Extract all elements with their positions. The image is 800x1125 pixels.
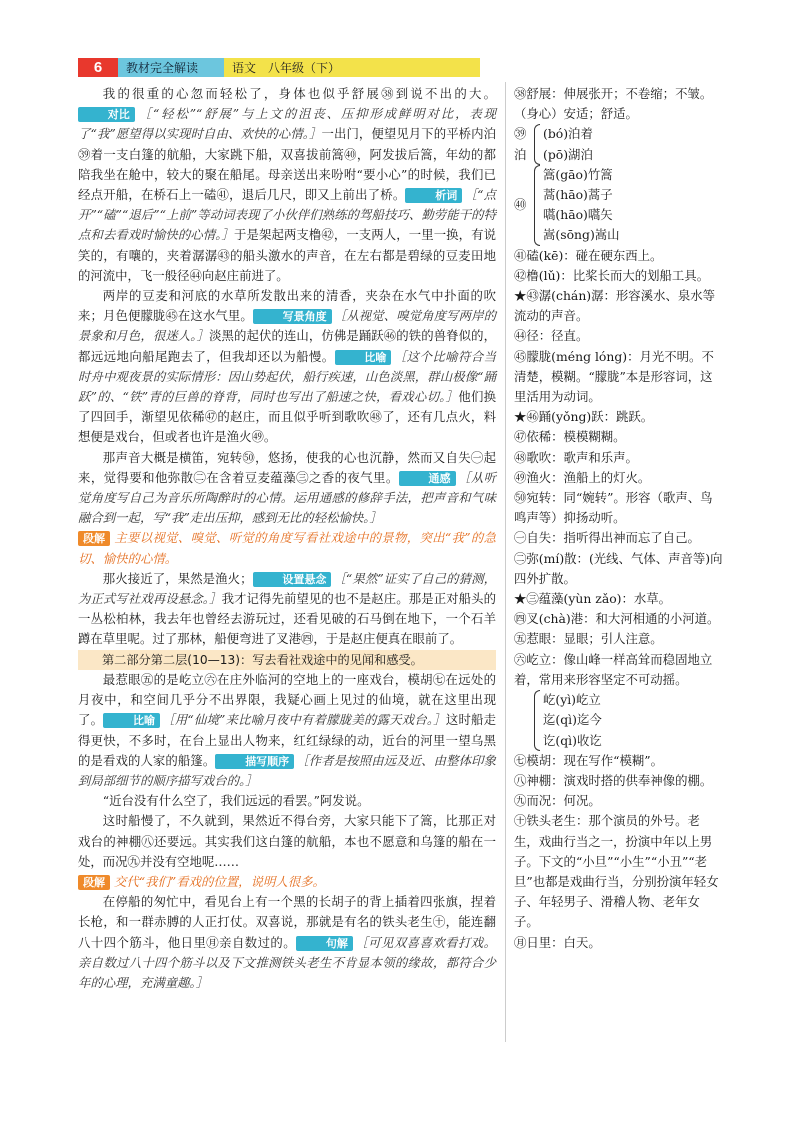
annotation-text: ［从视觉、嗅觉角度写两岸的景象和月色，很迷人。］ [78,308,497,344]
brace-line: 蒿(hāo)蒿子 [543,187,613,203]
annotation-body: 作者是按照由远及近、由整体印象到局部细节的顺序描写戏台的。 [78,752,497,788]
gloss-entry: ㊊日里：白天。 [514,934,601,950]
gloss-brace-group [514,690,724,751]
paragraph-text: 这时船走得更快，不多时，在台上显出人物来，红红绿绿的动，近台的河里一望乌黑的是看戏的人家的船篷。 [78,712,497,768]
gloss-brace-head [514,690,534,751]
annotation-body: 这个比喻符合当时舟中观夜景的实际情形：因山势起伏，船行疾速，山色淡黑，群山极像“踊跃”的、“铁”青的巨兽的脊背，同时也写出了船速之快，看戏心切。 [78,348,497,405]
gloss-entry: ㊈而况：何况。 [514,793,601,809]
paragraph [78,84,496,286]
paragraph-text: 最惹眼㊄的是屹立㊅在庄外临河的空地上的一座戏台，模胡㊆在远处的月夜中，和空间几乎分不出界限，我疑心画上见过的仙境，就在这里出现了。 [78,671,496,728]
gloss-entry: ㊼依稀：模模糊糊。 [514,429,626,445]
column-divider [505,82,506,1042]
gloss-entry: ㊆模胡：现在写作“模糊”。 [514,752,663,768]
paragraph-text: 那声音大概是横笛，宛转㊿，悠扬，使我的心也沉静，然而又自失㊀起来，觉得要和他弥散㊁在含着豆麦蕴藻㊂之香的夜气里。 [78,449,496,485]
brace-line: (bó)泊着 [543,126,593,142]
gloss-entry: ★㊂蕴藻(yùn zǎo)：水草。 [514,591,672,607]
gloss-entry: ㊿宛转：同“婉转”。形容（歌声、鸟鸣声等）抑扬动听。 [514,490,713,526]
brace-line: 迄(qì)迄今 [543,712,602,728]
annotation-body: “点开”“磕”“退后”“上前”等动词表现了小伙伴们熟练的驾船技巧、勤劳能干的特点和去看戏时愉快的心情。 [78,187,497,243]
gloss-entry: ㊶磕(kē)：碰在硬东西上。 [514,247,663,263]
paragraph [78,791,496,811]
summary-tag: 段解 [78,875,110,890]
paragraph [78,670,496,791]
summary-tag: 段解 [78,531,110,546]
annotation-body: “果然”证实了自己的猜测，为正式写社戏再设悬念。 [78,570,497,607]
paragraph-text: 一出门，便望见月下的平桥内泊㊴着一支白篷的航船，大家跳下船，双喜拔前篙㊵，阿发拔后篙，年幼的都陪我坐在舱中，较大的聚在船尾。母亲送出来吩咐“要小心”的时候，我们已经点开船，在桥石上一磕㊶，退后几尺，即又上前出了桥。 [78,126,497,203]
annotation-tag: 析词 [405,188,462,203]
brace-line: 嚆(hāo)嚆矢 [543,207,613,223]
brace-lines [543,690,602,751]
annotation-text: ［“点开”“磕”“退后”“上前”等动词表现了小伙伴们熟练的驾船技巧、勤劳能干的特点和去看戏时愉快的心情。］ [78,187,497,243]
brace-line: 屹(yì)屹立 [543,692,601,708]
gloss-brace-group [514,124,724,164]
gloss-entry: ㊁弥(mí)散：(光线、气体、声音等)向四外扩散。 [514,550,723,586]
annotation-body: 用“仙境”来比喻月夜中有着朦胧美的露天戏台。 [174,712,434,728]
annotation-body: “轻松”“舒展”与上文的沮丧、压抑形成鲜明对比，表现了“我”愿望得以实现时自由、欢快的心情。 [78,106,496,142]
annotation-text: ［这个比喻符合当时舟中观夜景的实际情形：因山势起伏，船行疾速，山色淡黑，群山极像“踊跃”的、“铁”青的巨兽的脊背，同时也写出了船速之快，看戏心切。］ [78,348,497,405]
gloss-entry: ㊽歌吹：歌声和乐声。 [514,449,638,465]
paragraph [78,448,496,529]
section-summary [78,528,496,568]
annotation-tag: 描写顺序 [215,754,294,769]
paragraph-text: 我才记得先前望见的也不是赵庄。那是正对船头的一丛松柏林，我去年也曾经去游玩过，还看见破的石马倒在地下，一个石羊蹲在草里呢。过了那林，船便弯进了叉港㊃，于是赵庄便真在眼前了。 [78,591,497,647]
paragraph-text: 我的很重的心忽而轻松了，身体也似乎舒展㊳到说不出的大。 [102,86,496,101]
page-header [78,58,480,77]
brace-line: (pō)湖泊 [543,146,593,162]
annotation-tag: 写景角度 [253,309,332,324]
paragraph-text: 淡黑的起伏的连山，仿佛是踊跃㊻的铁的兽脊似的，都远远地向船尾跑去了，但我却还以为船慢。 [78,328,496,364]
paragraph-text: 这时船慢了，不久就到，果然近不得台旁，大家只能下了篙，比那正对戏台的神棚㊇还要远。其实我们这白篷的航船，本也不愿意和乌篷的船在一处，而况㊈并没有空地呢…… [78,813,496,869]
brace-icon [534,124,540,164]
section-heading: 第二部分第二层(10—13)：写去看社戏途中的见闻和感受。 [78,650,496,670]
paragraph [78,892,496,993]
gloss-entry: ㊀自失：指听得出神而忘了自己。 [514,530,700,546]
gloss-entry: ★㊻踊(yǒng)跃：跳跃。 [514,409,654,425]
annotation-tag: 通感 [399,471,456,486]
page-number: 6 [78,58,118,77]
annotation-tag: 比喻 [103,713,160,728]
paragraph [78,569,496,650]
main-text-column [78,84,496,993]
paragraph-text: 于是架起两支橹㊷，一支两人，一里一换，有说笑的，有嚷的，夹着潺潺㊸的船头激水的声音，在左右都是碧绿的豆麦田地的河流中，飞一般径㊹向赵庄前进了。 [78,227,496,283]
brace-icon [534,690,540,751]
brace-icon [534,165,540,246]
brace-lines [543,124,593,164]
gloss-entry: ㊇神棚：演戏时搭的供奉神像的棚。 [514,772,713,788]
brace-lines [543,165,620,246]
annotation-text: ［“果然”证实了自己的猜测，为正式写社戏再设悬念。］ [78,570,497,607]
paragraph-text: 两岸的豆麦和河底的水草所发散出来的清香，夹杂在水气中扑面的吹来；月色便朦胧㊺在这水气里。 [78,288,496,324]
paragraph [78,811,496,872]
gloss-entry: ㊹径：径直。 [514,328,589,344]
annotation-text: ［作者是按照由远及近、由整体印象到局部细节的顺序描写戏台的。］ [78,752,497,788]
summary-text: 交代“我们”看戏的位置，说明人很多。 [114,873,325,889]
gloss-entry: ㊺朦胧(méng lóng)：月光不明。不清楚，模糊。“朦胧”本是形容词，这里活用为动词。 [514,348,714,405]
annotation-text: ［“轻松”“舒展”与上文的沮丧、压抑形成鲜明对比，表现了“我”愿望得以实现时自由、欢快的心情。］ [78,106,496,142]
gloss-entry: ㊳舒展：伸展张开；不卷缩；不皱。（身心）安适；舒适。 [514,86,713,122]
annotation-text: ［可见双喜喜欢看打戏。亲自数过八十四个筋斗以及下文推测铁头老生不肯显本领的缘故，都符合少年的心理，充满童趣。］ [78,934,497,990]
gloss-entry: ㊉铁头老生：那个演员的外号。老生，戏曲行当之一，扮演中年以上男子。下文的“小旦”“小生”“小丑”“老旦”也都是戏曲行当，分别扮演年轻女子、年轻男子、滑稽人物、老年女子。 [514,813,719,930]
annotation-body: 从视觉、嗅觉角度写两岸的景象和月色，很迷人。 [78,308,497,344]
annotation-tag: 句解 [296,936,353,951]
annotation-body: 可见双喜喜欢看打戏。亲自数过八十四个筋斗以及下文推测铁头老生不肯显本领的缘故，都符合少年的心理，充满童趣。 [78,934,497,990]
brace-line: 嵩(sōng)嵩山 [543,227,620,243]
summary-text: 主要以视觉、嗅觉、听觉的角度写看社戏途中的景物，突出“我”的急切、愉快的心情。 [78,530,496,566]
annotation-tag: 比喻 [335,350,392,365]
gloss-entry: ★㊸潺(chán)潺：形容溪水、泉水等流动的声音。 [514,288,716,324]
gloss-brace-head: ㊵ [514,197,527,213]
annotation-tag: 设置悬念 [253,572,332,587]
section-summary [78,872,496,892]
annotation-body: 从听觉角度写自己为音乐所陶醉时的心情。运用通感的修辞手法，把声音和气味融合到一起，写“我”走出压抑，感到无比的轻松愉快。 [78,469,497,526]
paragraph [78,286,496,448]
brace-line: 讫(qì)收讫 [543,732,602,748]
annotation-text: ［用“仙境”来比喻月夜中有着朦胧美的露天戏台。］ [161,712,446,728]
gloss-entry: ㊅屹立：像山峰一样高耸而稳固地立着，常用来形容坚定不可动摇。 [514,651,713,687]
paragraph-text: “近台没有什么空了，我们远远的看罢。”阿发说。 [102,793,370,809]
gloss-entry: ㊄惹眼：显眼；引人注意。 [514,631,663,647]
gloss-brace-group [514,165,724,246]
brace-line: 篙(gāo)竹篙 [543,166,613,182]
paragraph-text: 那火接近了，果然是渔火； [102,570,253,586]
gloss-brace-head: ㊴泊 [514,126,527,162]
subject-grade: 语文 八年级（下） [224,58,480,77]
glossary-column [514,84,724,953]
annotation-tag: 对比 [78,107,135,122]
annotation-text: ［从听觉角度写自己为音乐所陶醉时的心情。运用通感的修辞手法，把声音和气味融合到一起，写“我”走出压抑，感到无比的轻松愉快。］ [78,469,497,526]
gloss-entry: ㊷橹(lǔ)：比桨长而大的划船工具。 [514,267,710,283]
gloss-entry: ㊾渔火：渔船上的灯火。 [514,469,651,485]
paragraph-text: 他们换了四回手，渐望见依稀㊼的赵庄，而且似乎听到歌吹㊽了，还有几点火，料想便是戏台，但或者也许是渔火㊾。 [78,389,497,445]
gloss-entry: ㊃叉(chà)港：和大河相通的小河道。 [514,611,720,627]
book-title: 教材完全解读 [118,58,224,77]
paragraph-text: 在停船的匆忙中，看见台上有一个黑的长胡子的背上插着四张旗，捏着长枪，和一群赤膊的人正打仗。双喜说，那就是有名的铁头老生㊉，能连翻八十四个筋斗，他日里㊊亲自数过的。 [78,894,496,950]
